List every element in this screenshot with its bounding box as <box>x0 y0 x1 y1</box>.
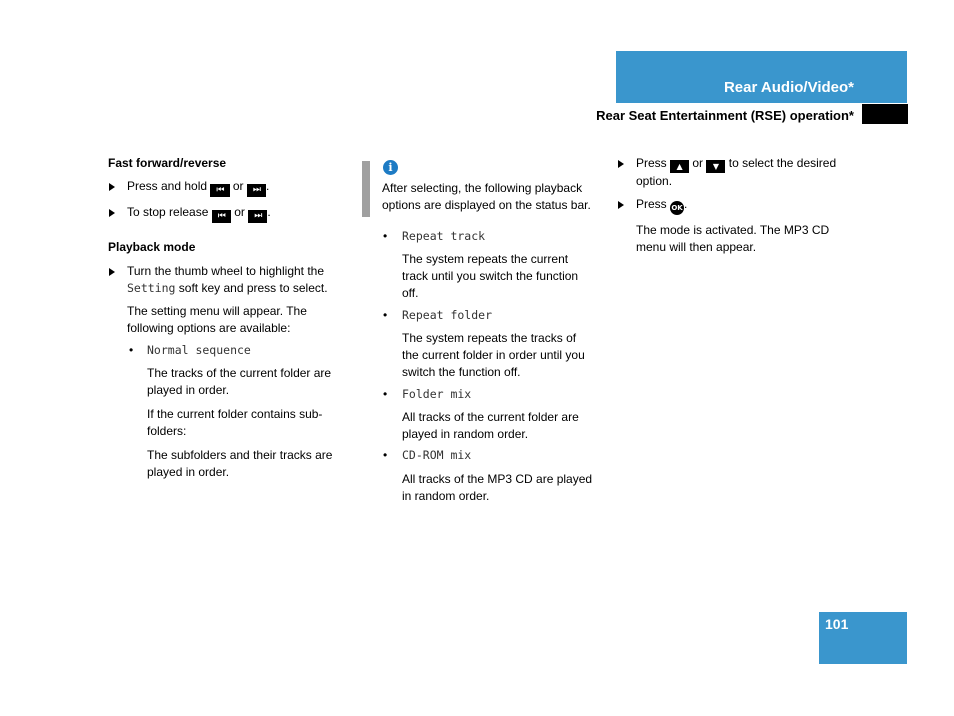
step-arrow-icon <box>109 183 115 191</box>
option-repeat-track: • Repeat track <box>383 229 486 243</box>
section-tab-marker <box>862 104 908 124</box>
repeat-folder-desc: The system repeats the tracks of the current folder in order until you switch the function off. <box>402 331 585 379</box>
bullet: • <box>129 343 134 357</box>
step-press-ok: Press OK. <box>617 196 857 215</box>
ok-button-icon: OK <box>670 201 684 215</box>
skip-back-button-icon: ⏮ <box>212 210 231 223</box>
page-number: 101 <box>825 616 849 632</box>
bullet: • <box>383 387 388 401</box>
subsection-title: Rear Seat Entertainment (RSE) operation* <box>596 108 854 123</box>
ff-step-release: To stop release ⏮ or ⏭ . <box>108 204 358 223</box>
skip-forward-button-icon: ⏭ <box>248 210 267 223</box>
folder-mix-desc: All tracks of the current folder are played in random order. <box>402 410 579 441</box>
left-column <box>108 155 358 481</box>
option-folder-mix: • Folder mix <box>383 387 472 401</box>
playback-options-list <box>382 228 612 505</box>
info-text-line2: options are displayed on the status bar. <box>382 198 591 212</box>
option-repeat-folder: • Repeat folder <box>383 308 493 322</box>
right-column <box>617 155 857 256</box>
cdrom-mix-desc: All tracks of the MP3 CD are played in random order. <box>402 472 593 503</box>
pm-menu-text: The setting menu will appear. The following options are available: <box>127 304 307 335</box>
info-side-bar <box>362 161 370 217</box>
step-arrow-icon <box>109 209 115 217</box>
bullet: • <box>383 308 388 322</box>
skip-back-button-icon: ⏮ <box>210 184 229 197</box>
middle-column <box>382 180 612 505</box>
pm-step-highlight: Turn the thumb wheel to highlight the Setting soft key and press to select. <box>108 263 358 297</box>
option-normal-sequence: • Normal sequence <box>129 343 251 357</box>
step-result-text: The mode is activated. The MP3 CD menu will then appear. <box>636 223 830 254</box>
up-arrow-button-icon: ▲ <box>670 160 689 173</box>
normal-sequence-desc: The tracks of the current folder are played in order. If the current folder contains sub- folders: The subfolders and their tracks are played in order. <box>147 366 333 479</box>
section-title: Rear Audio/Video* <box>723 79 854 96</box>
step-arrow-icon <box>618 201 624 209</box>
option-cdrom-mix: • CD-ROM mix <box>383 448 472 462</box>
skip-forward-button-icon: ⏭ <box>247 184 266 197</box>
step-select-option: Press ▲ or ▼ to select the desired option. <box>617 155 857 190</box>
setting-softkey-label: Setting <box>127 281 176 295</box>
fast-forward-heading: Fast forward/reverse <box>108 156 227 170</box>
ff-step-press-hold: Press and hold ⏮ or ⏭ . <box>108 178 358 197</box>
repeat-track-desc: The system repeats the current track until you switch the function off. <box>402 252 579 300</box>
info-text-line1: After selecting, the following playback <box>382 181 583 195</box>
down-arrow-button-icon: ▼ <box>706 160 725 173</box>
step-arrow-icon <box>109 268 115 276</box>
info-icon: i <box>383 160 398 175</box>
bullet: • <box>383 229 388 243</box>
bullet: • <box>383 448 388 462</box>
step-arrow-icon <box>618 160 624 168</box>
playback-mode-heading: Playback mode <box>108 240 196 254</box>
